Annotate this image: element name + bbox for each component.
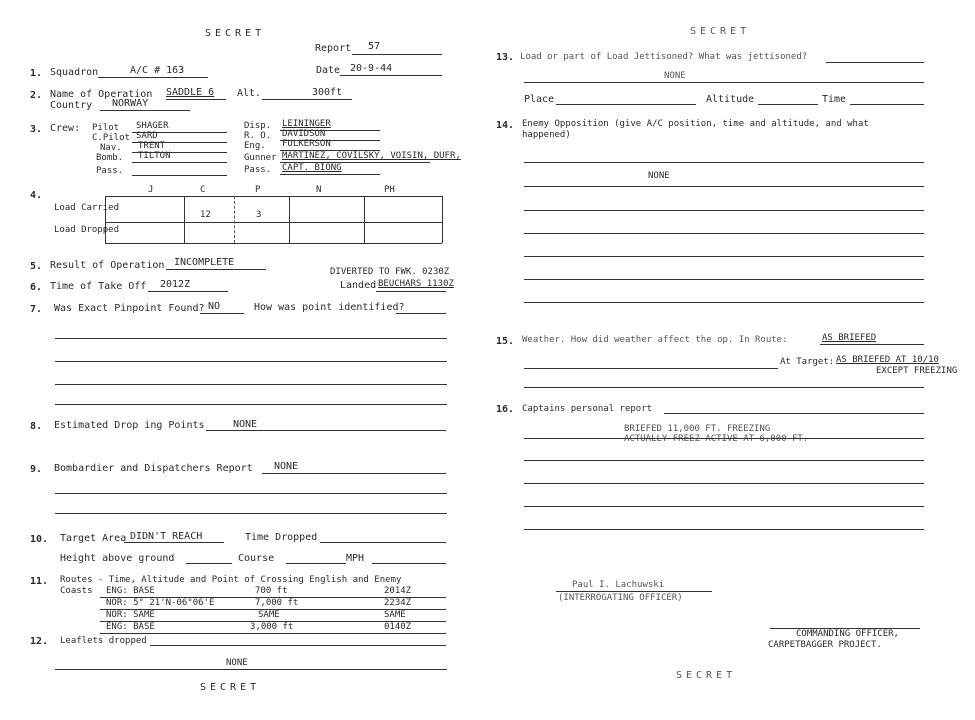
- route-0-alt: 700 ft: [255, 586, 288, 596]
- item-9-number: 9.: [30, 464, 43, 475]
- weather-route-value: AS BRIEFED: [822, 333, 877, 343]
- nav-value: TRENT: [138, 141, 166, 151]
- target-area-label: Target Area: [60, 533, 127, 544]
- squadron-value: A/C # 163: [130, 65, 185, 76]
- captains-report-line-2: ACTUALLY FREEZ ACTIVE AT 6,000 FT.: [624, 434, 809, 444]
- route-1-place: NOR: 5° 21'N-06°06'E: [106, 598, 215, 608]
- gunner-value: MARTINEZ, COVILSKY, VOISIN, DUFR,: [282, 151, 461, 161]
- height-label: Height above ground: [60, 553, 175, 564]
- captains-report-line-1: BRIEFED 11,000 FT. FREEZING: [624, 424, 771, 434]
- interrogating-officer-name: Paul I. Lachuwski: [572, 580, 665, 590]
- item-14-number: 14.: [496, 120, 515, 131]
- landed-label: Landed: [340, 280, 377, 291]
- leaflets-label: Leaflets dropped: [60, 636, 147, 646]
- item-12-number: 12.: [30, 636, 49, 647]
- item-1-number: 1.: [30, 68, 43, 79]
- gunner-label: Gunner: [244, 153, 277, 163]
- route-1-time: 2234Z: [384, 598, 412, 608]
- bombardier-report-value: NONE: [274, 461, 299, 472]
- enemy-opposition-label-2: happened): [522, 130, 571, 140]
- col-p: P: [255, 185, 261, 195]
- item-3-number: 3.: [30, 124, 43, 135]
- disp-label: Disp.: [244, 121, 272, 131]
- time-label: Time: [822, 94, 847, 105]
- left-header-secret: SECRET: [205, 28, 266, 39]
- takeoff-label: Time of Take Off: [50, 281, 147, 292]
- route-1-alt: 7,000 ft: [255, 598, 299, 608]
- point-identified-label: How was point identified?: [254, 302, 405, 313]
- load-dropped-label: Load Dropped: [54, 225, 120, 235]
- bomb-value: TILTON: [138, 151, 171, 161]
- route-2-place: NOR: SAME: [106, 610, 155, 620]
- dropping-points-value: NONE: [233, 419, 258, 430]
- pass2-value: CAPT. BIONG: [282, 163, 342, 173]
- pilot-value: SHAGER: [136, 121, 169, 131]
- coasts-label: Coasts: [60, 586, 93, 596]
- right-header-secret: SECRET: [690, 26, 751, 37]
- bomb-label: Bomb.: [96, 153, 124, 163]
- crew-label: Crew:: [50, 123, 81, 134]
- item-7-number: 7.: [30, 304, 43, 315]
- enemy-opposition-label: Enemy Opposition (give A/C position, time and altitude, and what: [522, 119, 869, 129]
- ro-label: R. O.: [244, 131, 272, 141]
- right-footer-secret: SECRET: [676, 670, 737, 681]
- route-3-alt: 3,000 ft: [250, 622, 294, 632]
- nav-label: Nav.: [100, 143, 122, 153]
- item-15-number: 15.: [496, 336, 515, 347]
- route-3-time: 0140Z: [384, 622, 412, 632]
- pilot-label: Pilot: [92, 123, 120, 133]
- pass2-label: Pass.: [244, 165, 272, 175]
- weather-label: Weather. How did weather affect the op. In Route:: [522, 335, 788, 345]
- country-value: NORWAY: [112, 98, 149, 109]
- altitude-label: Altitude: [706, 94, 755, 105]
- item-2-number: 2.: [30, 90, 43, 101]
- routes-label: Routes - Time, Altitude and Point of Crossing English and Enemy: [60, 575, 402, 585]
- route-2-time: SAME: [384, 610, 406, 620]
- pass-label: Pass.: [96, 166, 124, 176]
- at-target-label: At Target:: [780, 357, 835, 367]
- date-value: 20-9-44: [350, 63, 393, 74]
- ro-value: DAVIDSON: [282, 129, 326, 139]
- time-dropped-label: Time Dropped: [245, 532, 318, 543]
- bombardier-report-label: Bombardier and Dispatchers Report: [54, 463, 253, 474]
- enemy-opposition-value: NONE: [648, 171, 670, 181]
- cpilot-value: SARD: [136, 131, 158, 141]
- report-label: Report: [315, 43, 352, 54]
- leaflets-value: NONE: [226, 658, 248, 668]
- landed-value: BEUCHARS 1130Z: [378, 279, 454, 289]
- route-0-time: 2014Z: [384, 586, 412, 596]
- alt-value: 300ft: [312, 87, 343, 98]
- target-area-value: DIDN'T REACH: [130, 531, 203, 542]
- dropping-points-label: Estimated Drop ing Points: [54, 420, 205, 431]
- mph-label: MPH: [346, 553, 365, 564]
- result-label: Result of Operation: [50, 260, 165, 271]
- at-target-value: AS BRIEFED AT 10/10: [836, 355, 939, 365]
- col-ph: PH: [384, 185, 395, 195]
- jettisoned-label: Load or part of Load Jettisoned? What was jettisoned?: [520, 52, 808, 62]
- carried-p-value: 3: [256, 210, 262, 220]
- disp-value: LEININGER: [282, 119, 331, 129]
- item-13-number: 13.: [496, 52, 515, 63]
- takeoff-value: 2012Z: [160, 279, 191, 290]
- eng-value: FULKERSON: [282, 139, 331, 149]
- alt-label: Alt.: [237, 88, 262, 99]
- squadron-label: Squadron: [50, 67, 99, 78]
- date-label: Date: [316, 65, 341, 76]
- interrogating-officer-title: (INTERROGATING OFFICER): [558, 593, 683, 603]
- pinpoint-label: Was Exact Pinpoint Found?: [54, 303, 205, 314]
- place-label: Place: [524, 94, 555, 105]
- route-0-place: ENG: BASE: [106, 586, 155, 596]
- item-6-number: 6.: [30, 282, 43, 293]
- diverted-note: DIVERTED TO FWK. 0230Z: [330, 267, 450, 277]
- col-j: J: [148, 185, 154, 195]
- item-10-number: 10.: [30, 534, 49, 545]
- eng-label: Eng.: [244, 141, 266, 151]
- route-3-place: ENG: BASE: [106, 622, 155, 632]
- operation-value: SADDLE 6: [166, 87, 215, 98]
- captains-report-label: Captains personal report: [522, 404, 653, 414]
- item-8-number: 8.: [30, 421, 43, 432]
- col-n: N: [316, 185, 322, 195]
- at-target-value-2: EXCEPT FREEZING: [876, 366, 958, 376]
- course-label: Course: [238, 553, 275, 564]
- jettisoned-value: NONE: [664, 71, 686, 81]
- carpetbagger-project: CARPETBAGGER PROJECT.: [768, 640, 882, 650]
- load-carried-label: Load Carried: [54, 203, 120, 213]
- item-11-number: 11.: [30, 576, 49, 587]
- result-value: INCOMPLETE: [174, 257, 235, 268]
- carried-c-value: 12: [200, 210, 211, 220]
- cpilot-label: C.Pilot: [92, 133, 130, 143]
- commanding-officer-title: COMMANDING OFFICER,: [796, 629, 899, 639]
- left-footer-secret: SECRET: [200, 682, 261, 693]
- route-2-alt: SAME: [258, 610, 280, 620]
- item-16-number: 16.: [496, 404, 515, 415]
- pinpoint-value: NO: [208, 301, 221, 312]
- col-c: C: [200, 185, 206, 195]
- country-label: Country: [50, 100, 93, 111]
- report-number: 57: [368, 41, 381, 52]
- item-5-number: 5.: [30, 261, 43, 272]
- item-4-number: 4.: [30, 190, 43, 201]
- operation-label: Name of Operation: [50, 89, 153, 100]
